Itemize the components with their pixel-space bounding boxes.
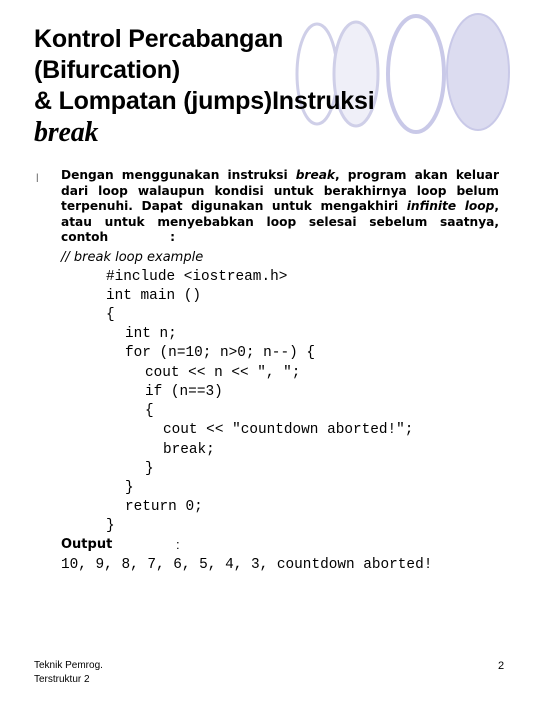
title-keyword: break: [34, 117, 99, 148]
code-line: return 0;: [125, 499, 203, 515]
footer-line-2: Terstruktur 2: [34, 674, 90, 685]
code-line: break;: [163, 442, 215, 458]
page-number: 2: [498, 660, 505, 672]
output-label: Output: [61, 537, 113, 552]
title-line-1: Kontrol Percabangan: [34, 25, 284, 53]
para-colon: :: [170, 230, 176, 245]
code-line: cout << "countdown aborted!";: [163, 422, 414, 438]
footer-course: [34, 659, 103, 687]
output-value: 10, 9, 8, 7, 6, 5, 4, 3, countdown aborted!: [61, 557, 433, 573]
para-text-3: , atau untuk menyebabkan loop selesai sebelum saatnya, contoh: [61, 199, 499, 245]
code-line: {: [145, 403, 154, 419]
code-line: int main (): [106, 288, 201, 304]
ring-large: [388, 16, 444, 132]
code-line: #include <iostream.h>: [106, 269, 288, 285]
title-line-2: (Bifurcation): [34, 56, 180, 84]
code-line: cout << n << ", ";: [145, 365, 301, 381]
bullet-icon: l: [36, 171, 39, 185]
slide-title: [34, 24, 374, 148]
title-line-3: & Lompatan (jumps)Instruksi: [34, 87, 375, 115]
para-italic-break: break: [295, 168, 336, 182]
code-line: }: [145, 461, 154, 477]
code-comment: // break loop example: [61, 250, 204, 265]
code-line: {: [106, 307, 115, 323]
footer-line-1: Teknik Pemrog.: [34, 660, 103, 671]
code-line: int n;: [125, 326, 177, 342]
ring-filled: [447, 14, 509, 130]
description-paragraph: [61, 168, 499, 246]
code-line: }: [125, 480, 134, 496]
para-text-1: Dengan menggunakan instruksi: [61, 168, 296, 182]
para-text-2: , program akan keluar dari loop walaupun kondisi untuk berakhirnya loop belum terpenuhi. Dapat digunakan untuk mengakhiri: [61, 168, 499, 214]
code-line: for (n=10; n>0; n--) {: [125, 345, 315, 361]
code-line: }: [106, 518, 115, 534]
code-line: if (n==3): [145, 384, 223, 400]
para-italic-infinite-loop: infinite loop: [406, 199, 495, 214]
output-colon: :: [176, 537, 180, 552]
